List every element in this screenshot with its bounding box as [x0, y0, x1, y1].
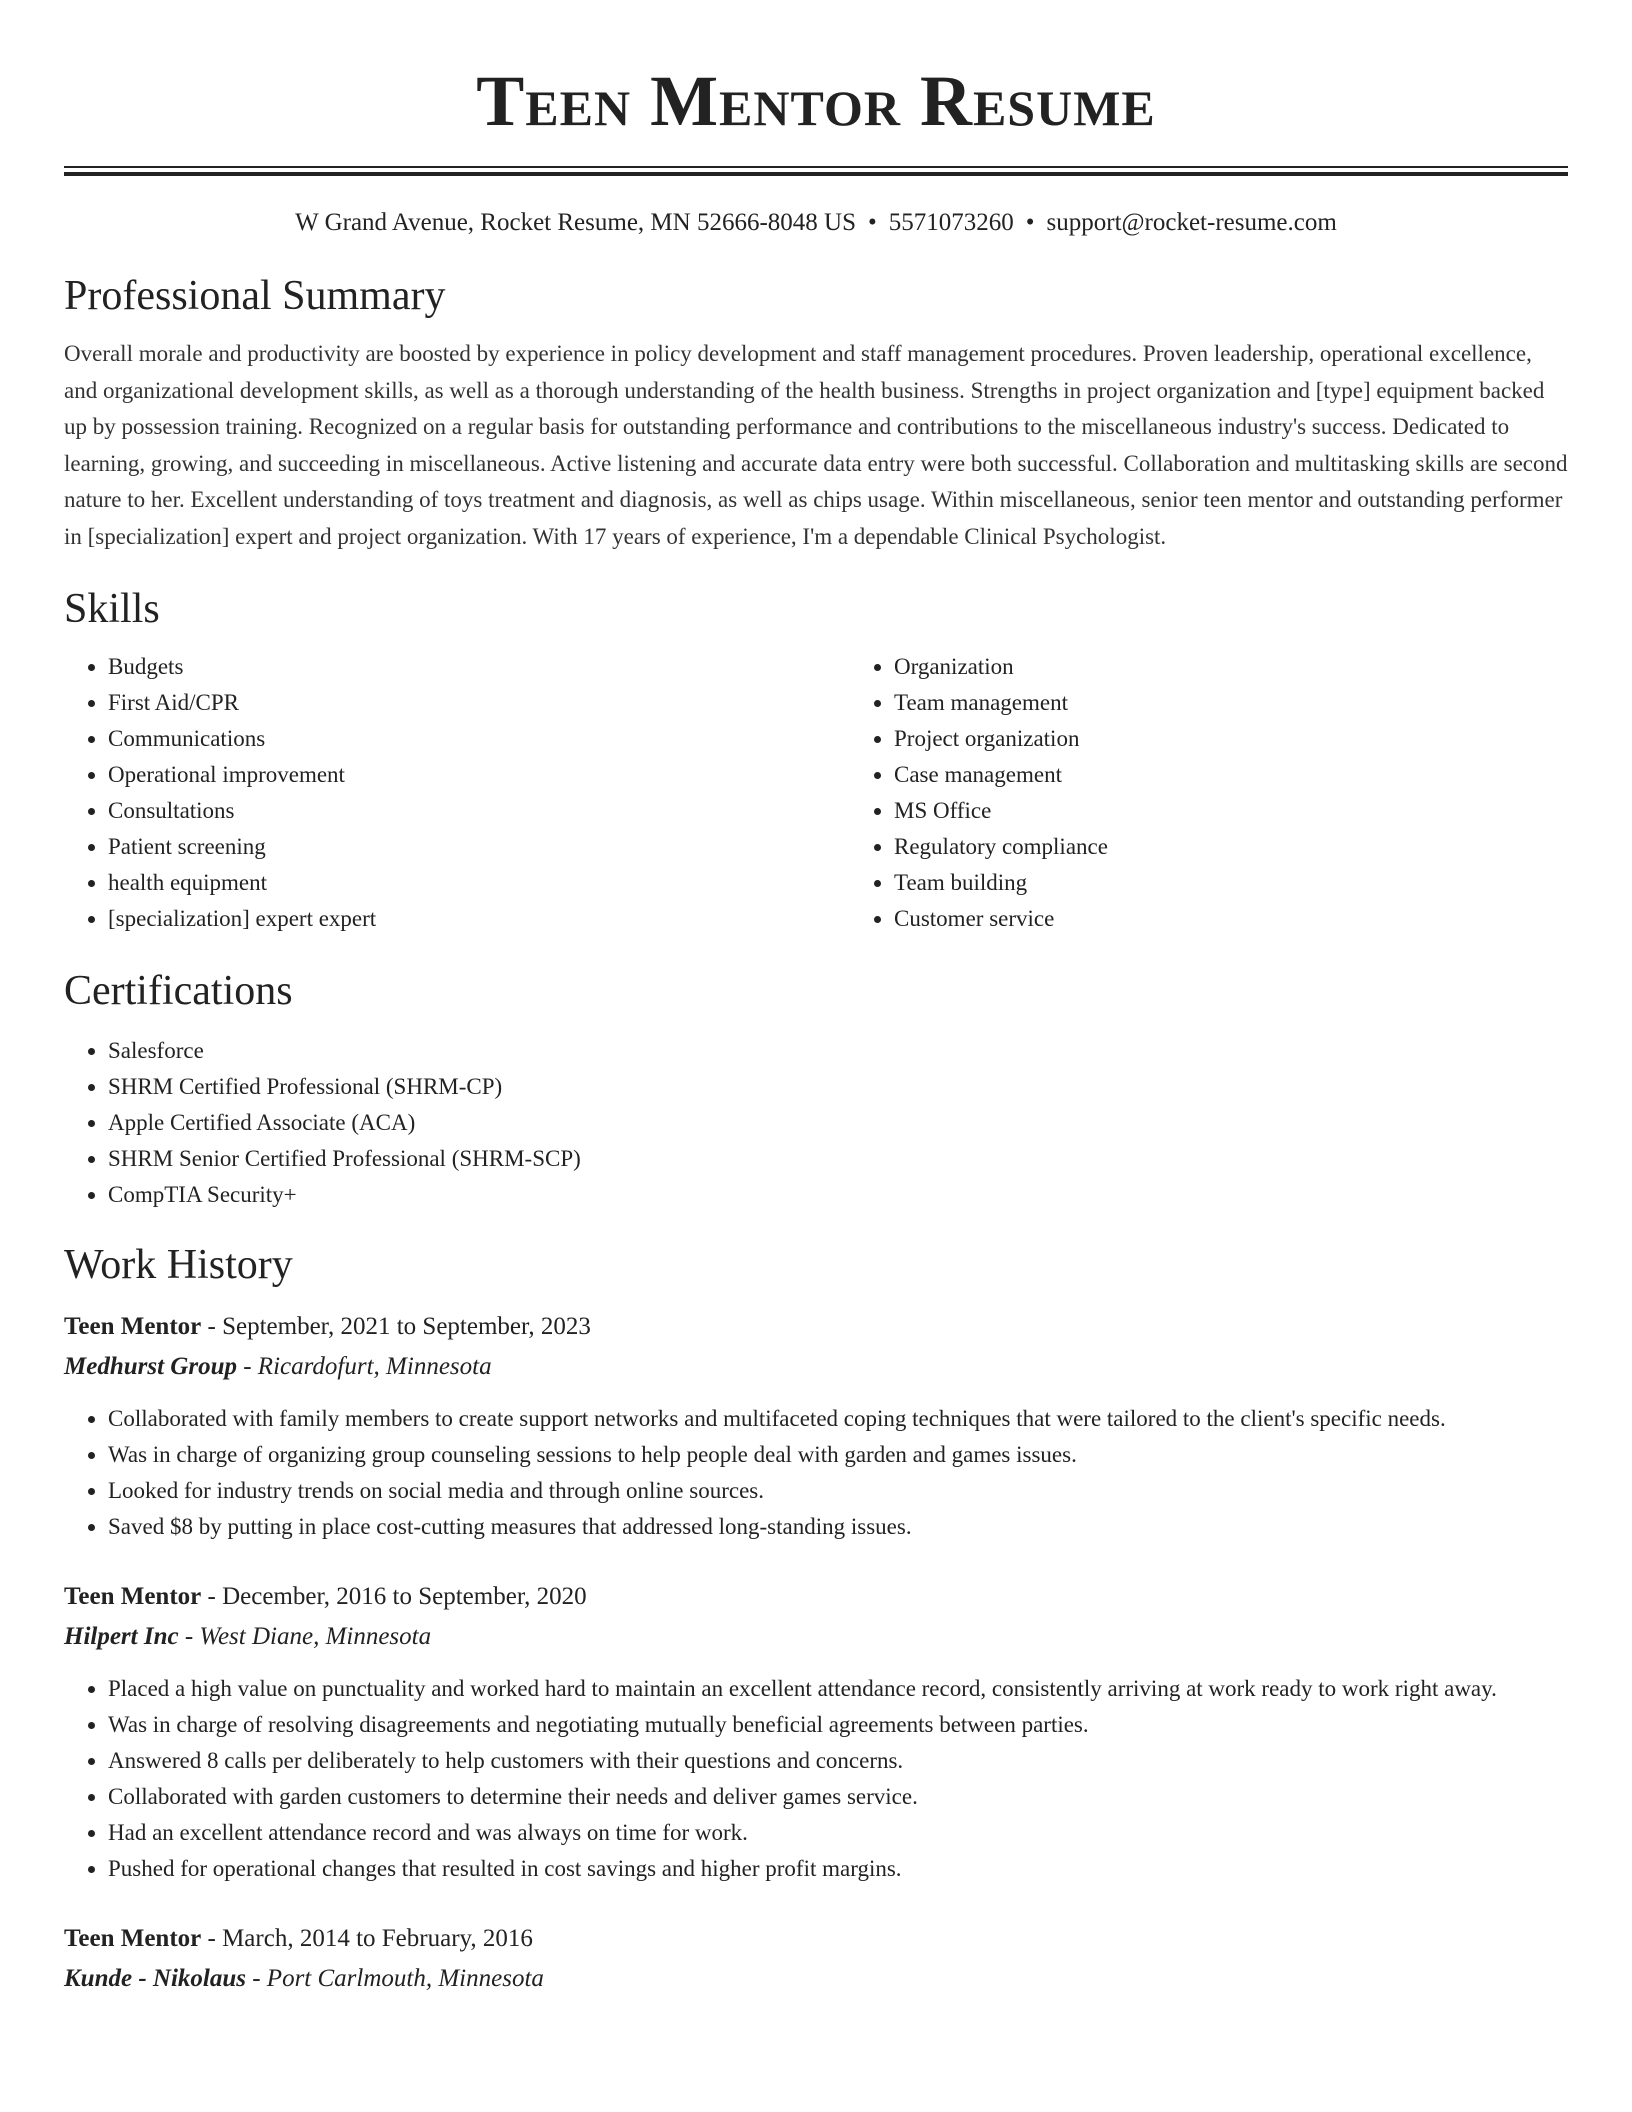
summary-text: Overall morale and productivity are boosted by experience in policy development and staff management procedures. Proven leadership, operational excellence, and organizational development skills, as well as a thorough understanding of the health business. Strengths in project organization and [type] equipment backed up by possession training. Recognized on a regular basis for outstanding performance and contributions to the miscellaneous industry's success. Dedicated to learning, growing, and succeeding in miscellaneous. Active listening and accurate data entry were both successful. Collaboration and multitasking skills are second nature to her. Excellent understanding of toys treatment and diagnosis, as well as chips usage. Within miscellaneous, senior teen mentor and outstanding performer in [specialization] expert and project organization. With 17 years of experience, I'm a dependable Clinical Psychologist.	[64, 341, 1568, 549]
company-name: Medhurst Group	[64, 1353, 237, 1380]
job-bullet: • Collaborated with garden customers to determine their needs and deliver games service.	[108, 1779, 1568, 1815]
job-bullet: • Looked for industry trends on social media and through online sources.	[108, 1473, 1568, 1509]
job-bullets	[64, 1401, 1568, 1545]
contact-phone: 5571073260	[888, 209, 1014, 236]
contact-separator: •	[867, 209, 877, 236]
skills-columns	[64, 649, 1568, 937]
summary-heading: Professional Summary	[64, 273, 446, 319]
company-name: Kunde - Nikolaus	[64, 1965, 246, 1992]
certifications-heading: Certifications	[64, 968, 293, 1014]
job-entry	[64, 1309, 1568, 1545]
skill-item: • [specialization] expert expert	[108, 901, 850, 937]
job-bullet: • Placed a high value on punctuality and worked hard to maintain an excellent attendance record, consistently arriving at work ready to work right away.	[108, 1671, 1568, 1707]
job-title: Teen Mentor	[64, 1925, 202, 1952]
job-bullet: • Had an excellent attendance record and was always on time for work.	[108, 1815, 1568, 1851]
contact-address: W Grand Avenue, Rocket Resume, MN 52666-8048 US	[295, 209, 856, 236]
work-history-heading: Work History	[64, 1242, 293, 1288]
job-dates: - September, 2021 to September, 2023	[201, 1313, 591, 1340]
skills-list-left	[64, 649, 850, 937]
skills-list-right	[850, 649, 1632, 937]
skill-item: • Team building	[894, 865, 1632, 901]
certification-item: • SHRM Senior Certified Professional (SHRM-SCP)	[108, 1141, 1568, 1177]
skill-item: • Team management	[894, 685, 1632, 721]
company-name: Hilpert Inc	[64, 1623, 179, 1650]
company-line	[64, 1961, 1568, 1997]
skill-item: • Communications	[108, 721, 850, 757]
job-bullet: • Collaborated with family members to create support networks and multifaceted coping techniques that were tailored to the client's specific needs.	[108, 1401, 1568, 1437]
company-line	[64, 1349, 1568, 1385]
job-title-line	[64, 1579, 1568, 1615]
job-bullet: • Was in charge of organizing group counseling sessions to help people deal with garden and games issues.	[108, 1437, 1568, 1473]
job-bullet: • Was in charge of resolving disagreements and negotiating mutually beneficial agreements between parties.	[108, 1707, 1568, 1743]
resume-title: Teen Mentor Resume	[476, 61, 1156, 141]
certification-item: • Apple Certified Associate (ACA)	[108, 1105, 1568, 1141]
job-entry	[64, 1579, 1568, 1887]
title-divider	[64, 166, 1568, 176]
job-title: Teen Mentor	[64, 1313, 202, 1340]
job-title: Teen Mentor	[64, 1583, 202, 1610]
skill-item: • Regulatory compliance	[894, 829, 1632, 865]
skill-item: • Patient screening	[108, 829, 850, 865]
job-bullets	[64, 1671, 1568, 1887]
company-location: - West Diane, Minnesota	[178, 1623, 432, 1650]
company-location: - Port Carlmouth, Minnesota	[245, 1965, 544, 1992]
skill-item: • MS Office	[894, 793, 1632, 829]
skill-item: • Customer service	[894, 901, 1632, 937]
skill-item: • Budgets	[108, 649, 850, 685]
certification-item: • CompTIA Security+	[108, 1177, 1568, 1213]
job-title-line	[64, 1309, 1568, 1345]
skill-item: • Operational improvement	[108, 757, 850, 793]
certification-item: • Salesforce	[108, 1033, 1568, 1069]
job-bullet: • Answered 8 calls per deliberately to help customers with their questions and concerns.	[108, 1743, 1568, 1779]
skill-item: • health equipment	[108, 865, 850, 901]
resume-page	[64, 0, 1568, 1997]
skill-item: • Organization	[894, 649, 1632, 685]
job-title-line	[64, 1921, 1568, 1957]
contact-separator: •	[1025, 209, 1035, 236]
certification-item: • SHRM Certified Professional (SHRM-CP)	[108, 1069, 1568, 1105]
job-dates: - December, 2016 to September, 2020	[201, 1583, 587, 1610]
company-location: - Ricardofurt, Minnesota	[236, 1353, 492, 1380]
skill-item: • Consultations	[108, 793, 850, 829]
contact-line	[64, 206, 1568, 240]
contact-email: support@rocket-resume.com	[1046, 209, 1337, 236]
job-dates: - March, 2014 to February, 2016	[201, 1925, 533, 1952]
skill-item: • Case management	[894, 757, 1632, 793]
company-line	[64, 1619, 1568, 1655]
skill-item: • First Aid/CPR	[108, 685, 850, 721]
certifications-list	[64, 1033, 1568, 1213]
job-bullet: • Saved $8 by putting in place cost-cutting measures that addressed long-standing issues.	[108, 1509, 1568, 1545]
job-entry	[64, 1921, 1568, 1997]
job-bullet: • Pushed for operational changes that resulted in cost savings and higher profit margins.	[108, 1851, 1568, 1887]
skills-heading: Skills	[64, 586, 160, 632]
skill-item: • Project organization	[894, 721, 1632, 757]
